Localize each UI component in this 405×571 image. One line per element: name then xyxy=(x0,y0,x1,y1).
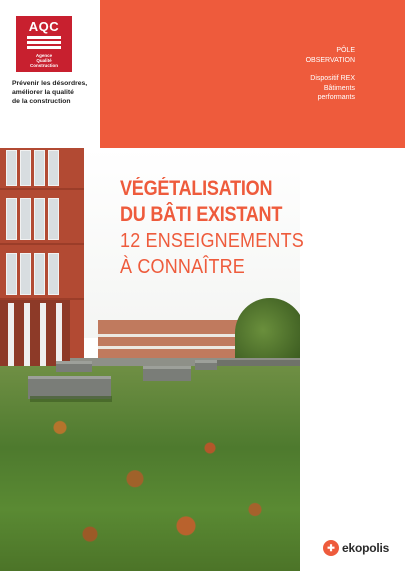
pole-line: OBSERVATION xyxy=(305,56,355,64)
ekopolis-leaf-icon: ✚ xyxy=(323,540,339,556)
document-title xyxy=(120,176,400,280)
background-building xyxy=(98,320,253,358)
roof-vent xyxy=(56,361,92,372)
ekopolis-logo xyxy=(323,539,389,557)
logo-subtitle-line: Construction xyxy=(30,63,58,69)
tagline-line: de la construction xyxy=(12,98,71,105)
logo-bar xyxy=(27,46,61,49)
title-line-2: DU BÂTI EXISTANT xyxy=(120,203,283,226)
roof-vent xyxy=(195,360,217,370)
logo-subtitle-line: Qualité xyxy=(36,58,52,64)
header-panel xyxy=(100,0,405,148)
pole-observation-label xyxy=(306,46,355,103)
dispositif-line: performants xyxy=(317,94,355,101)
logo-subtitle xyxy=(19,53,69,69)
tagline-line: améliorer la qualité xyxy=(12,89,74,96)
logo-bar xyxy=(27,36,61,39)
logo-subtitle-line: Agence xyxy=(35,53,53,58)
aqc-logo xyxy=(16,16,72,72)
dispositif-line: Bâtiments xyxy=(323,84,355,92)
roof-vent xyxy=(143,366,191,381)
subtitle-line-2: À CONNAÎTRE xyxy=(120,256,246,278)
dispositif-line: Dispositif REX xyxy=(310,75,355,82)
logo-bar xyxy=(27,41,61,44)
logo-acronym: AQC xyxy=(28,19,60,34)
tagline xyxy=(12,79,94,106)
ekopolis-name: ekopolis xyxy=(342,541,390,555)
title-line-1: VÉGÉTALISATION xyxy=(120,177,273,200)
subtitle-line-1: 12 ENSEIGNEMENTS xyxy=(120,230,304,252)
tagline-line: Prévenir les désordres, xyxy=(12,80,88,87)
pole-line: PÔLE xyxy=(336,47,355,54)
